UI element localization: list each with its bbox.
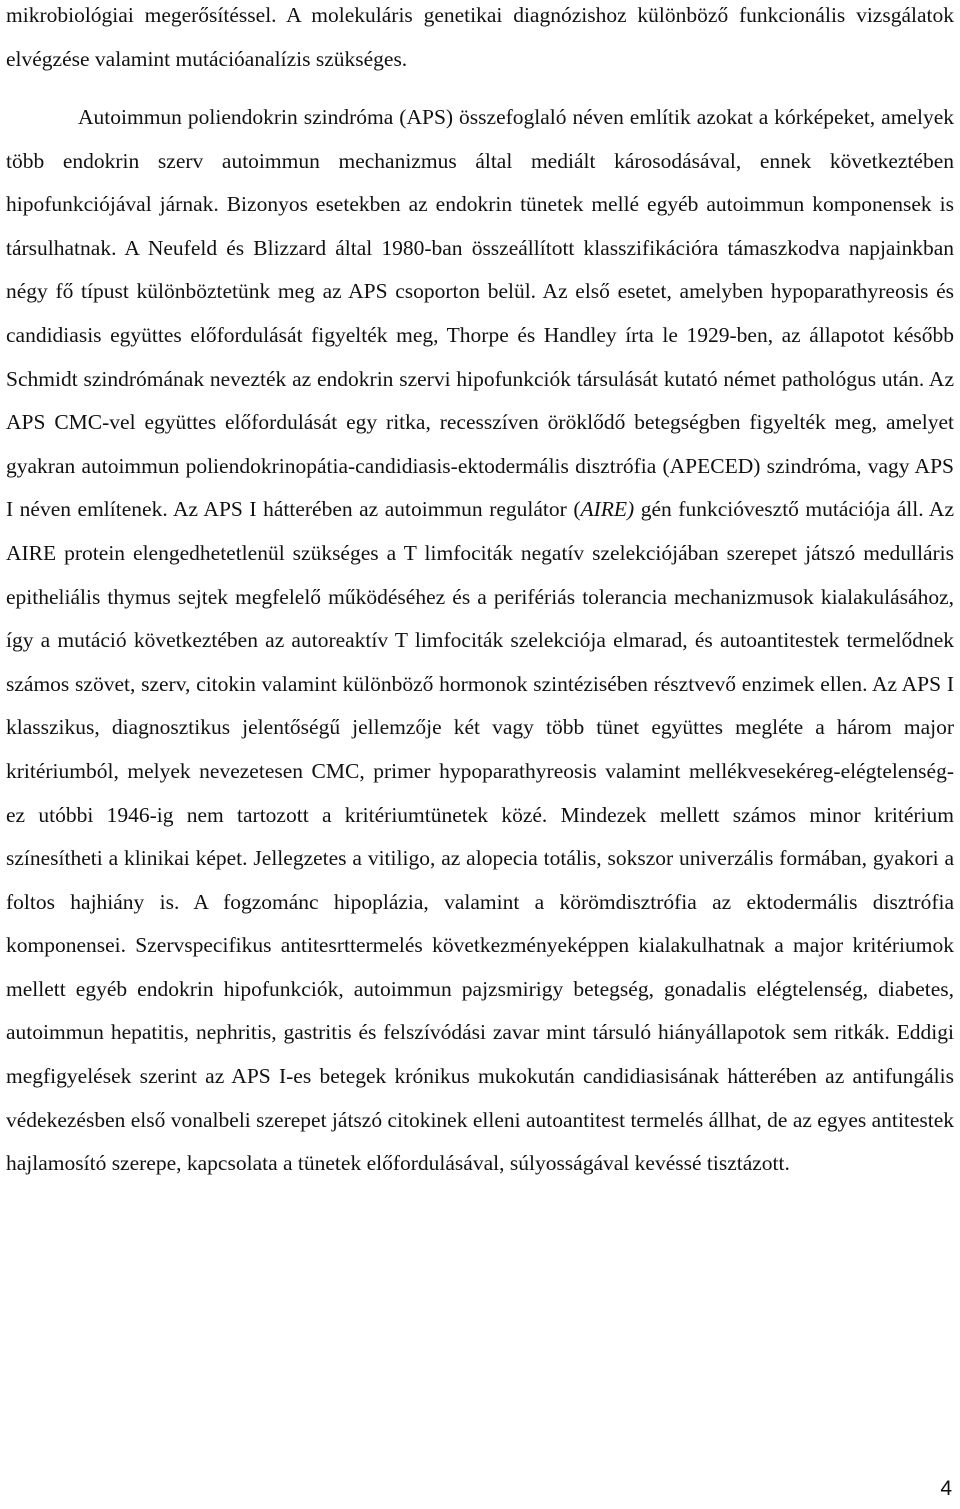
- paragraph-continuation: mikrobiológiai megerősítéssel. A molekuláris genetikai diagnózishoz különböző funkcionális vizsgálatok elvégzése valamint mutációanalízis szükséges.: [6, 3, 954, 71]
- paragraph-aps-text-before-gene: Autoimmun poliendokrin szindróma (APS) összefoglaló néven említik azokat a kórképeket, amelyek több endokrin szerv autoimmun mechanizmus által mediált károsodásával, ennek következtében hipofunkciójával járnak. Bizonyos esetekben az endokrin tünetek mellé egyéb autoimmun komponensek is társulhatnak. A Neufeld és Blizzard által 1980-ban összeállított klasszifikációra támaszkodva napjainkban négy fő típust különböztetünk meg az APS csoporton belül. Az első esetet, amelyben hypoparathyreosis és candidiasis együttes előfordulását figyelték meg, Thorpe és Handley írta le 1929-ben, az állapotot később Schmidt szindrómának nevezték az endokrin szervi hipofunkciók társulását kutató német pathológus után. Az APS CMC-vel együttes előfordulását egy ritka, recesszíven öröklődő betegségben figyelték meg, amelyet gyakran autoimmun poliendokrinopátia-candidiasis-ektodermális disztrófia (APECED) szindróma, vagy APS I néven említenek. Az APS I hátterében az autoimmun regulátor (: [6, 105, 954, 522]
- page-number: 4: [940, 1477, 952, 1500]
- paragraph-aps: [6, 96, 954, 1186]
- paragraph-aps-text-after-gene: gén funkcióvesztő mutációja áll. Az AIRE protein elengedhetetlenül szükséges a T limfociták negatív szelekciójában szerepet játszó medulláris epitheliális thymus sejtek megfelelő működéséhez és a perifériás tolerancia mechanizmusok kialakulásához, így a mutáció következtében az autoreaktív T limfociták szelekciója elmarad, és autoantitestek termelődnek számos szövet, szerv, citokin valamint különböző hormonok szintézisében résztvevő enzimek ellen. Az APS I klasszikus, diagnosztikus jelentőségű jellemzője két vagy több tünet együttes megléte a három major kritériumból, melyek nevezetesen CMC, primer hypoparathyreosis valamint mellékvesekéreg-elégtelenség- ez utóbbi 1946-ig nem tartozott a kritériumtünetek közé. Mindezek mellett számos minor kritérium színesítheti a klinikai képet. Jellegzetes a vitiligo, az alopecia totális, sokszor univerzális formában, gyakori a foltos hajhiány is. A fogzománc hipoplázia, valamint a körömdisztrófia az ektodermális disztrófia komponensei. Szervspecifikus antitesrttermelés következményeképpen kialakulhatnak a major kritériumok mellett egyéb endokrin hipofunkciók, autoimmun pajzsmirigy betegség, gonadalis elégtelenség, diabetes, autoimmun hepatitis, nephritis, gastritis és felszívódási zavar mint társuló hiányállapotok sem ritkák. Eddigi megfigyelések szerint az APS I-es betegek krónikus mukokután candidiasisának hátterében az antifungális védekezésben első vonalbeli szerepet játszó citokinek elleni autoantitest termelés állhat, de az egyes antitestek hajlamosító szerepe, kapcsolata a tünetek előfordulásával, súlyosságával kevéssé tisztázott.: [6, 497, 955, 1176]
- gene-name-italic: AIRE): [580, 497, 635, 522]
